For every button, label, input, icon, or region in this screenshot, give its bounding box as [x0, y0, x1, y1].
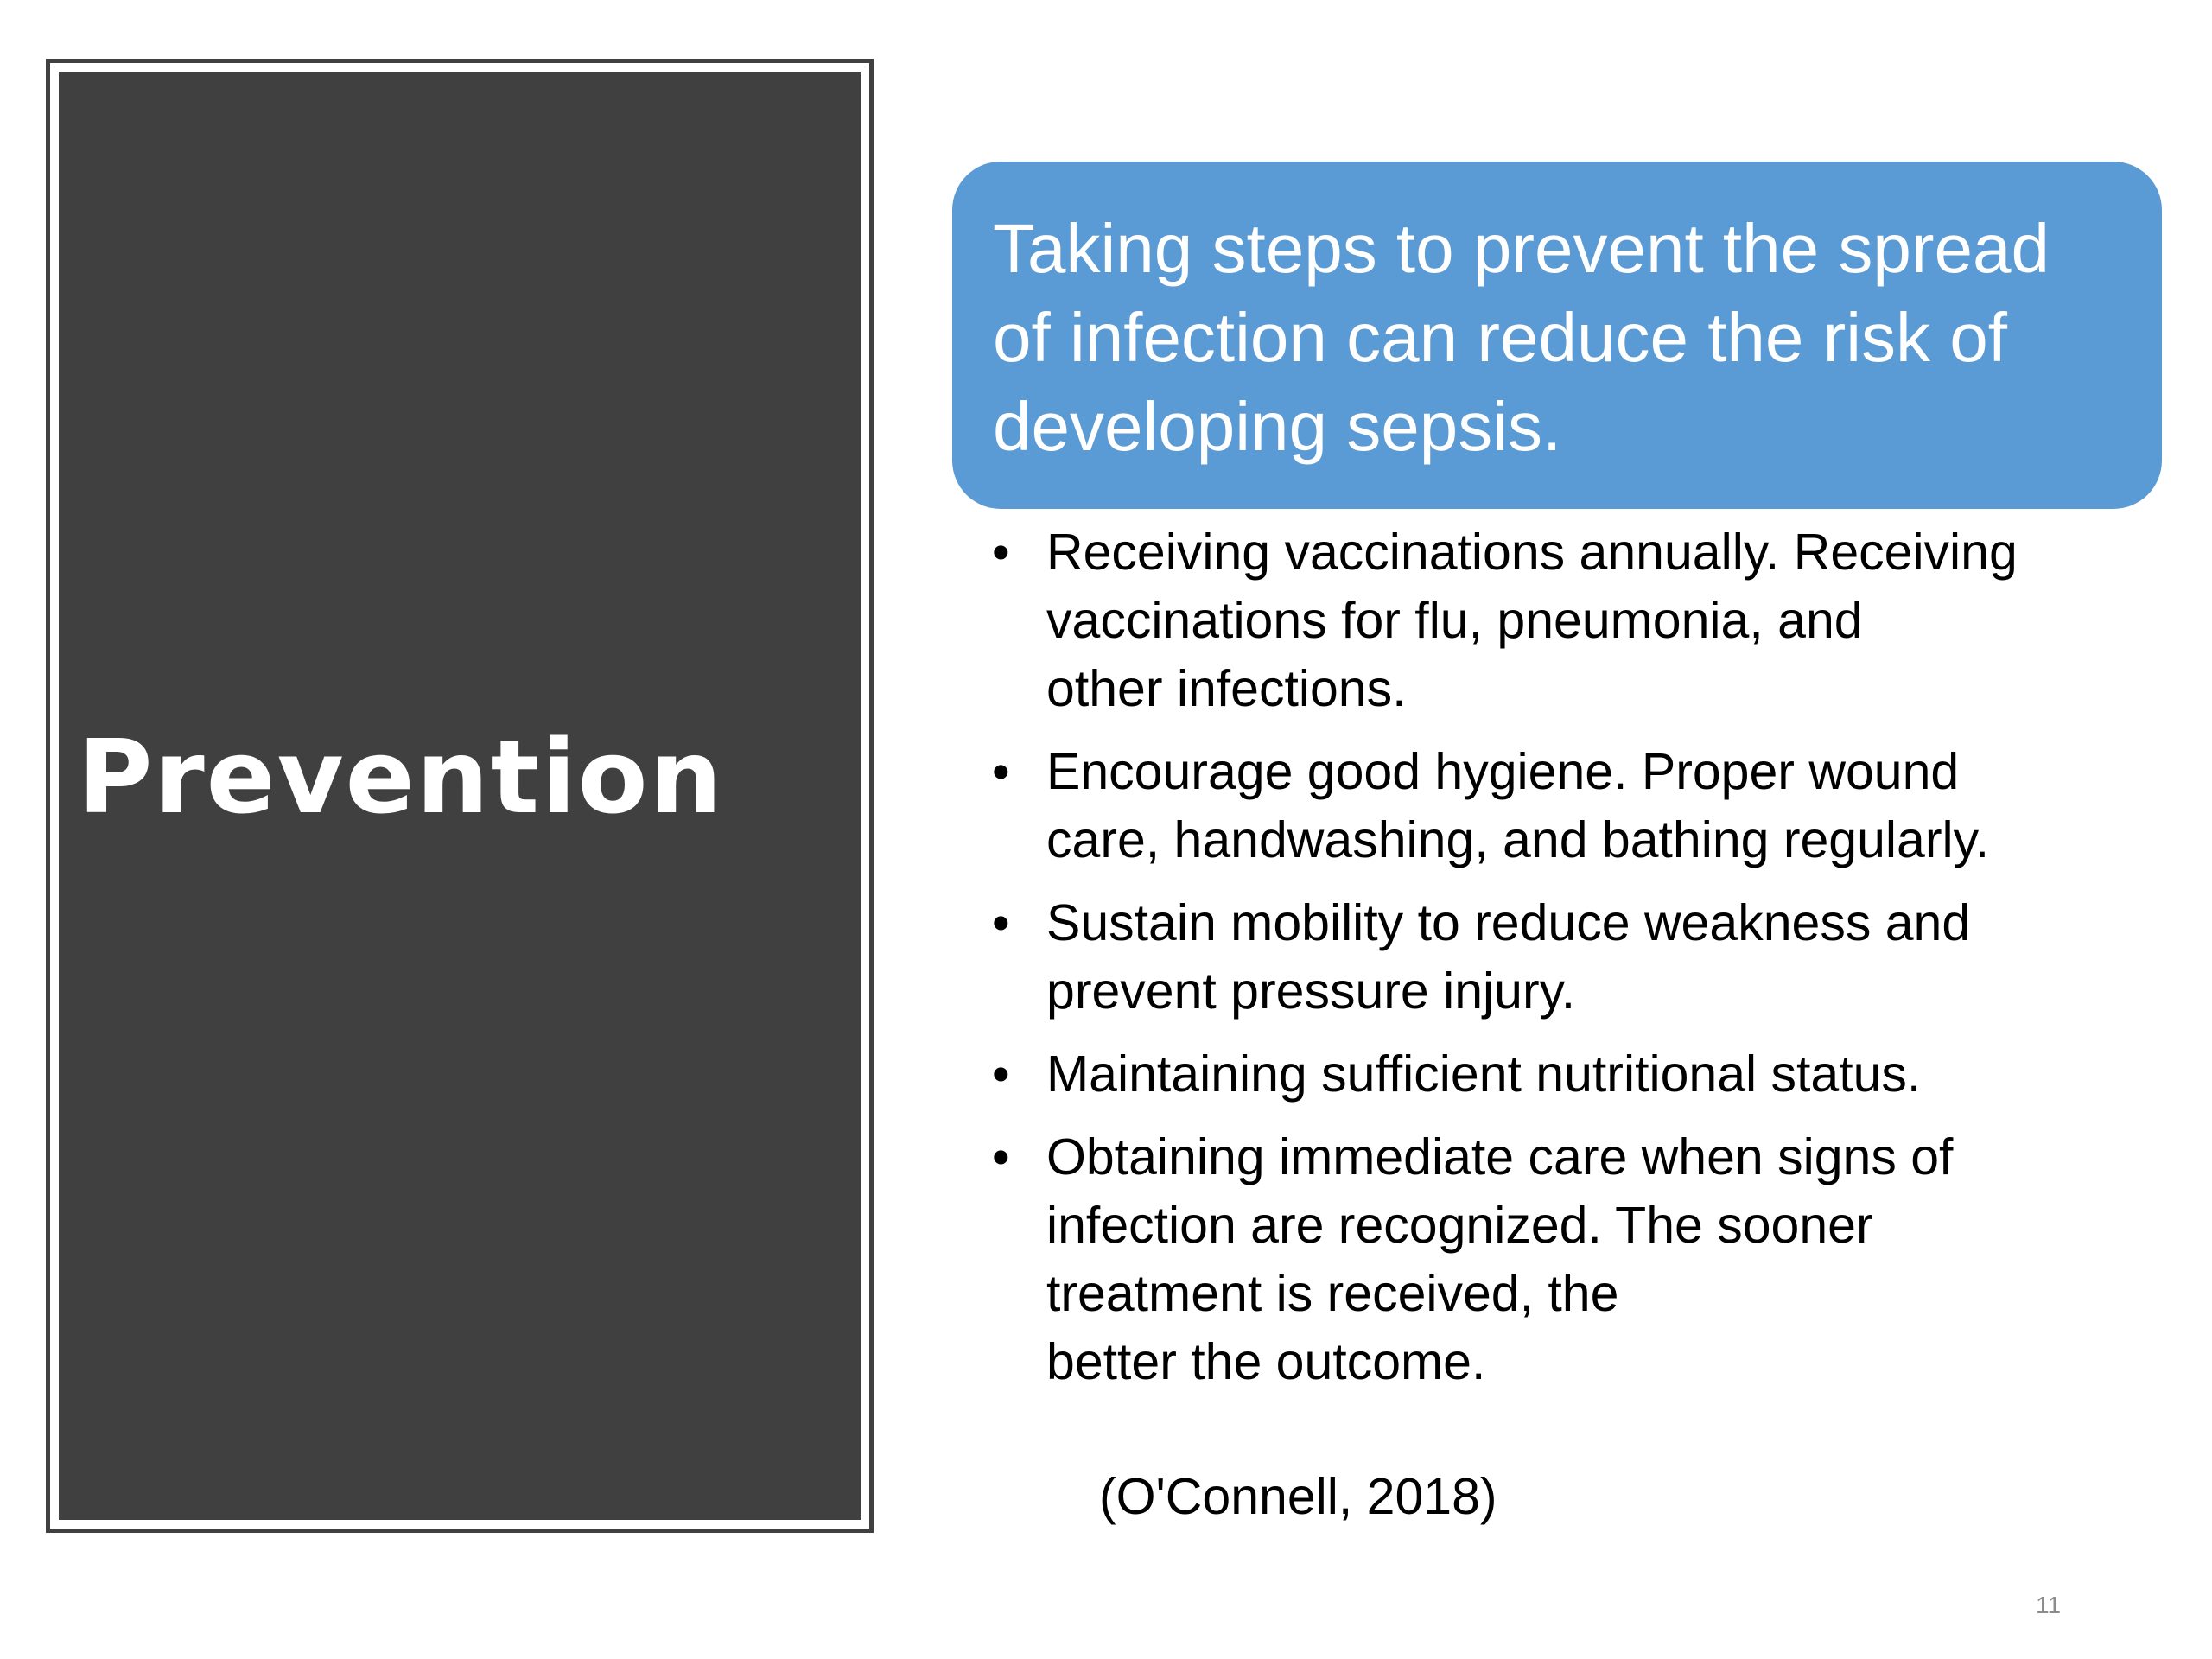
bullet-line: better the outcome.	[1046, 1333, 1486, 1390]
slide-title: Prevention	[78, 717, 724, 836]
slide-number: 11	[2036, 1592, 2062, 1618]
bullet-dot-icon: •	[992, 894, 1010, 951]
bullet-item-mobility	[989, 889, 2139, 1026]
bullet-line: vaccinations for flu, pneumonia, and	[1046, 592, 1863, 649]
bullet-dot-icon: •	[992, 1128, 1010, 1185]
bullet-list	[989, 518, 2139, 1411]
bullet-dot-icon: •	[992, 743, 1010, 800]
bullet-item-immediate-care	[989, 1123, 2139, 1396]
callout-line: Taking steps to prevent the spread	[993, 210, 2050, 287]
bullet-item-vaccinations	[989, 518, 2139, 723]
bullet-dot-icon: •	[992, 1046, 1010, 1103]
bullet-line: prevent pressure injury.	[1046, 963, 1576, 1020]
bullet-line: other infections.	[1046, 660, 1407, 717]
bullet-line: care, handwashing, and bathing regularly.	[1046, 811, 1990, 868]
bullet-dot-icon: •	[992, 524, 1010, 581]
bullet-line: Obtaining immediate care when signs of	[1046, 1128, 1954, 1185]
bullet-item-nutrition	[989, 1040, 2139, 1109]
bullet-item-hygiene	[989, 738, 2139, 874]
bullet-line: Receiving vaccinations annually. Receiving	[1046, 524, 2018, 581]
callout-line: developing sepsis.	[993, 388, 1562, 465]
callout-text	[993, 204, 2127, 471]
bullet-line: Sustain mobility to reduce weakness and	[1046, 894, 1971, 951]
bullet-line: Encourage good hygiene. Proper wound	[1046, 743, 1960, 800]
bullet-line: infection are recognized. The sooner	[1046, 1197, 1873, 1254]
bullet-line: Maintaining sufficient nutritional status.	[1046, 1046, 1922, 1103]
bullet-line: treatment is received, the	[1046, 1265, 1619, 1322]
citation: (O'Connell, 2018)	[1099, 1468, 1497, 1525]
callout-line: of infection can reduce the risk of	[993, 299, 2007, 376]
callout-box	[952, 162, 2162, 509]
